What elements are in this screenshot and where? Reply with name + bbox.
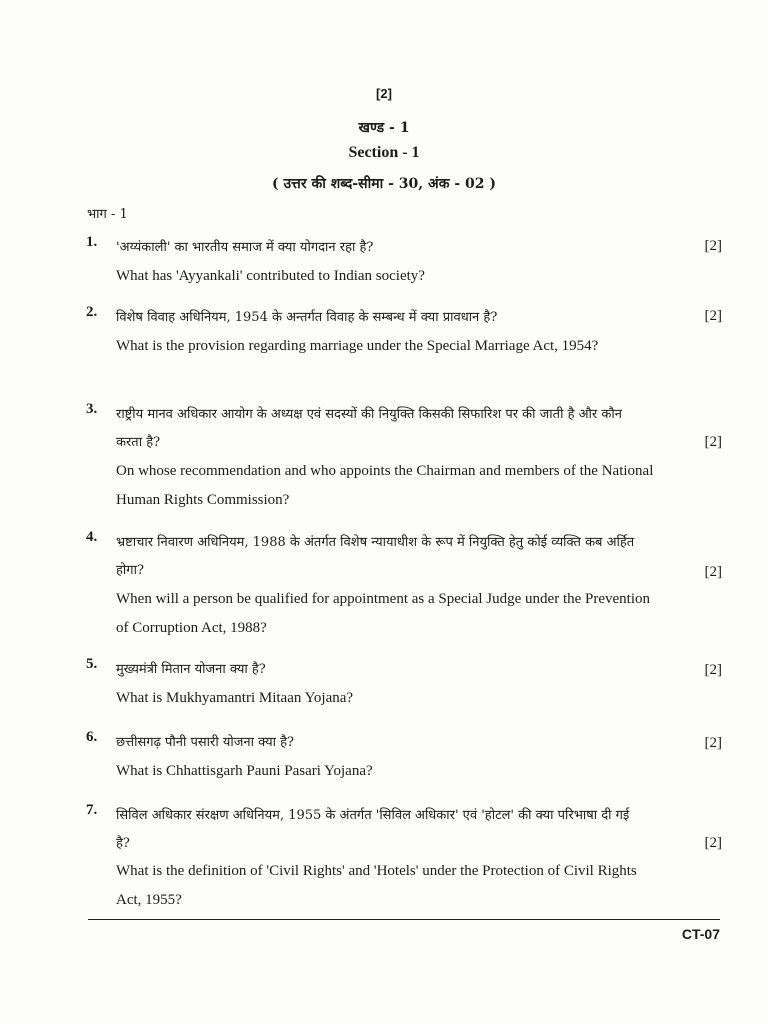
footer-divider — [88, 919, 720, 920]
question-text-english: When will a person be qualified for appointment as a Special Judge under the Prevention of Corruption Act, 1988? — [116, 591, 651, 636]
question-number: 4. — [86, 529, 98, 545]
question-marks: [2] — [704, 735, 722, 751]
question-marks: [2] — [704, 308, 722, 324]
khand-heading: खण्ड - 1 — [358, 120, 410, 136]
page-number: [2] — [376, 86, 392, 101]
question-text-english: What is Chhattisgarh Pauni Pasari Yojana? — [116, 763, 373, 779]
question-number: 6. — [86, 729, 98, 745]
question-number: 5. — [86, 656, 98, 672]
word-limit-instruction: ( उत्तर की शब्द-सीमा - 30, अंक - 02 ) — [272, 176, 496, 192]
question-text-english: What is the provision regarding marriage under the Special Marriage Act, 1954? — [116, 338, 599, 354]
question-text-hindi: मुख्यमंत्री मितान योजना क्या है? — [116, 662, 266, 677]
question-text-hindi: सिविल अधिकार संरक्षण अधिनियम, 1955 के अंतर्गत 'सिविल अधिकार' एवं 'होटल' की क्या परिभाषा दी गई है? — [116, 808, 630, 851]
question-text-hindi: विशेष विवाह अधिनियम, 1954 के अन्तर्गत विवाह के सम्बन्ध में क्या प्रावधान है? — [116, 310, 498, 325]
question-text-hindi: छत्तीसगढ़ पौनी पसारी योजना क्या है? — [116, 735, 294, 750]
section-heading: Section - 1 — [348, 144, 420, 161]
question-number: 2. — [86, 304, 98, 320]
paper-code: CT-07 — [681, 926, 720, 942]
question-text-hindi: राष्ट्रीय मानव अधिकार आयोग के अध्यक्ष एवं सदस्यों की नियुक्ति किसकी सिफारिश पर की जाती है और कौन करता है? — [116, 407, 622, 450]
question-marks: [2] — [704, 662, 722, 678]
question-marks: [2] — [704, 238, 722, 254]
question-number: 3. — [86, 401, 98, 417]
question-marks: [2] — [704, 835, 722, 851]
question-text-hindi: 'अय्यंकाली' का भारतीय समाज में क्या योगदान रहा है? — [116, 240, 374, 255]
question-text-english: What is the definition of 'Civil Rights' and 'Hotels' under the Protection of Civil Rights Act, 1955? — [116, 863, 637, 908]
question-number: 1. — [86, 234, 98, 250]
question-text-hindi: भ्रष्टाचार निवारण अधिनियम, 1988 के अंतर्गत विशेष न्यायाधीश के रूप में नियुक्ति हेतु कोई व्यक्ति कब अर्हित होगा? — [116, 535, 635, 578]
question-text-english: What is Mukhyamantri Mitaan Yojana? — [116, 690, 354, 706]
question-text-english: On whose recommendation and who appoints the Chairman and members of the National Human Rights Commission? — [116, 463, 654, 508]
question-number: 7. — [86, 802, 98, 818]
question-marks: [2] — [704, 434, 722, 450]
question-text-english: What has 'Ayyankali' contributed to Indian society? — [116, 268, 425, 284]
question-marks: [2] — [704, 564, 722, 580]
part-label: भाग - 1 — [87, 207, 128, 222]
